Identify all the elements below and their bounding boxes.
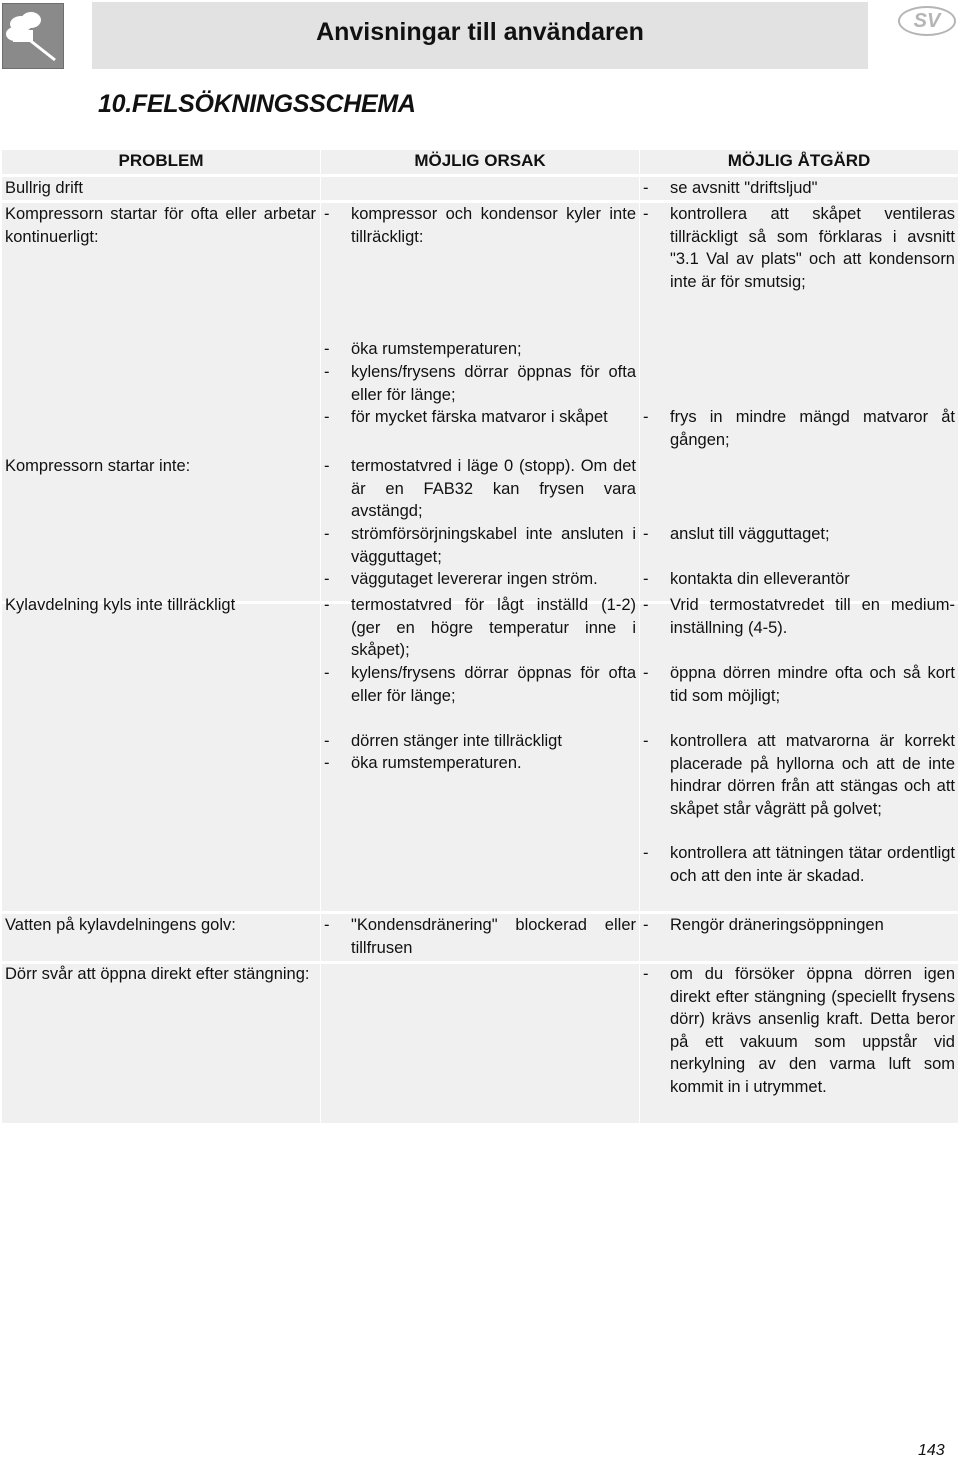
bullet-dash: -: [324, 570, 330, 588]
cause-dorrar-oppnas: kylens/frysens dörrar öppnas för ofta eller för länge;: [351, 363, 636, 404]
page-header-title: Anvisningar till användaren: [316, 18, 644, 46]
remedy-rengor: Rengör dräneringsöppningen: [670, 916, 884, 934]
column-header-problem: PROBLEM: [118, 151, 204, 170]
bullet-dash: -: [324, 205, 330, 223]
bullet-dash: -: [324, 916, 330, 934]
bullet-dash: -: [324, 408, 330, 426]
bullet-dash: -: [643, 408, 649, 426]
header-bar: [92, 2, 868, 69]
remedy-driftsljud: se avsnitt "driftsljud": [670, 179, 818, 197]
bullet-dash: -: [643, 205, 649, 223]
problem-bullrig-drift: Bullrig drift: [5, 179, 83, 197]
bullet-dash: -: [643, 732, 649, 750]
problem-kompressor-ofta: Kompressorn startar för ofta eller arbetar kontinuerligt:: [5, 205, 316, 246]
section-title: 10.FELSÖKNINGSSCHEMA: [98, 90, 416, 118]
problem-kompressor-startar-inte: Kompressorn startar inte:: [5, 457, 191, 475]
bullet-dash: -: [643, 596, 649, 614]
remedy-anslut: anslut till vägguttaget;: [670, 525, 830, 543]
cause-oka-rumstemperaturen: öka rumstemperaturen.: [351, 754, 522, 772]
bullet-dash: -: [643, 664, 649, 682]
bullet-dash: -: [324, 732, 330, 750]
remedy-vakuum: om du försöker öppna dörren igen direkt efter stängning (speciellt frysens dörr) krävs ansenlig kraft. Detta beror på ett vakuum som uppstår vid nerkylning av den varma luft som kommit in i utrymmet.: [670, 965, 955, 1096]
bullet-dash: -: [324, 596, 330, 614]
cause-termostatvred-stopp: termostatvred i läge 0 (stopp). Om det är en FAB32 kan frysen vara avstängd;: [351, 457, 636, 520]
remedy-oppna-mindre-ofta: öppna dörren mindre ofta och så kort tid som möjligt;: [670, 664, 955, 705]
cause-vagguttag-ingen-strom: väggutaget levererar ingen ström.: [351, 570, 598, 588]
problem-kylavdelning: Kylavdelning kyls inte tillräckligt: [5, 596, 236, 614]
page-number: 143: [918, 1442, 945, 1459]
remedy-vrid-termostat: Vrid termostatvredet till en medium-inställning (4-5).: [670, 596, 955, 637]
bullet-dash: -: [643, 844, 649, 862]
language-badge: SV: [898, 6, 956, 36]
problem-vatten-golv: Vatten på kylavdelningens golv:: [5, 916, 236, 934]
chef-hat-spoon-icon: [3, 4, 63, 68]
remedy-ventilation: kontrollera att skåpet ventileras tillräckligt så som förklaras i avsnitt "3.1 Val av plats" och att kondensorn inte är för smutsig;: [670, 205, 955, 291]
bullet-dash: -: [643, 179, 649, 197]
cause-farska-matvaror: för mycket färska matvaror i skåpet: [351, 408, 608, 426]
bullet-dash: -: [324, 754, 330, 772]
remedy-tatning: kontrollera att tätningen tätar ordentligt och att den inte är skadad.: [670, 844, 955, 885]
problem-dorr-svar: Dörr svår att öppna direkt efter stängning:: [5, 965, 310, 983]
column-header-remedy: MÖJLIG ÅTGÄRD: [727, 151, 871, 170]
cause-termostatvred-lagt: termostatvred för lågt inställd (1-2) (ger en högre temperatur inne i skåpet);: [351, 596, 636, 659]
bullet-dash: -: [643, 570, 649, 588]
remedy-frys-in-mindre: frys in mindre mängd matvaror åt gången;: [670, 408, 955, 449]
bullet-dash: -: [324, 457, 330, 475]
bullet-dash: -: [643, 916, 649, 934]
column-header-cause: MÖJLIG ORSAK: [414, 151, 546, 170]
brand-logo: [2, 3, 64, 69]
cause-dorren-stanger: dörren stänger inte tillräckligt: [351, 732, 562, 750]
cause-rumstemperatur: öka rumstemperaturen;: [351, 340, 522, 358]
bullet-dash: -: [324, 340, 330, 358]
bullet-dash: -: [643, 965, 649, 983]
bullet-dash: -: [324, 363, 330, 381]
cause-kondensor: kompressor och kondensor kyler inte tillräckligt:: [351, 205, 636, 246]
cause-kondensdranering: "Kondensdränering" blockerad eller tillfrusen: [351, 916, 636, 957]
bullet-dash: -: [643, 525, 649, 543]
cause-stromforsorjningskabel: strömförsörjningskabel inte ansluten i vägguttaget;: [351, 525, 636, 566]
remedy-elleverantor: kontakta din elleverantör: [670, 570, 850, 588]
cause-dorrar-oppnas-2: kylens/frysens dörrar öppnas för ofta eller för länge;: [351, 664, 636, 705]
remedy-kontrollera-matvaror: kontrollera att matvarorna är korrekt placerade på hyllorna och att de inte hindrar dörren från att stängas och att skåpet står vågrätt på golvet;: [670, 732, 955, 818]
bullet-dash: -: [324, 525, 330, 543]
bullet-dash: -: [324, 664, 330, 682]
